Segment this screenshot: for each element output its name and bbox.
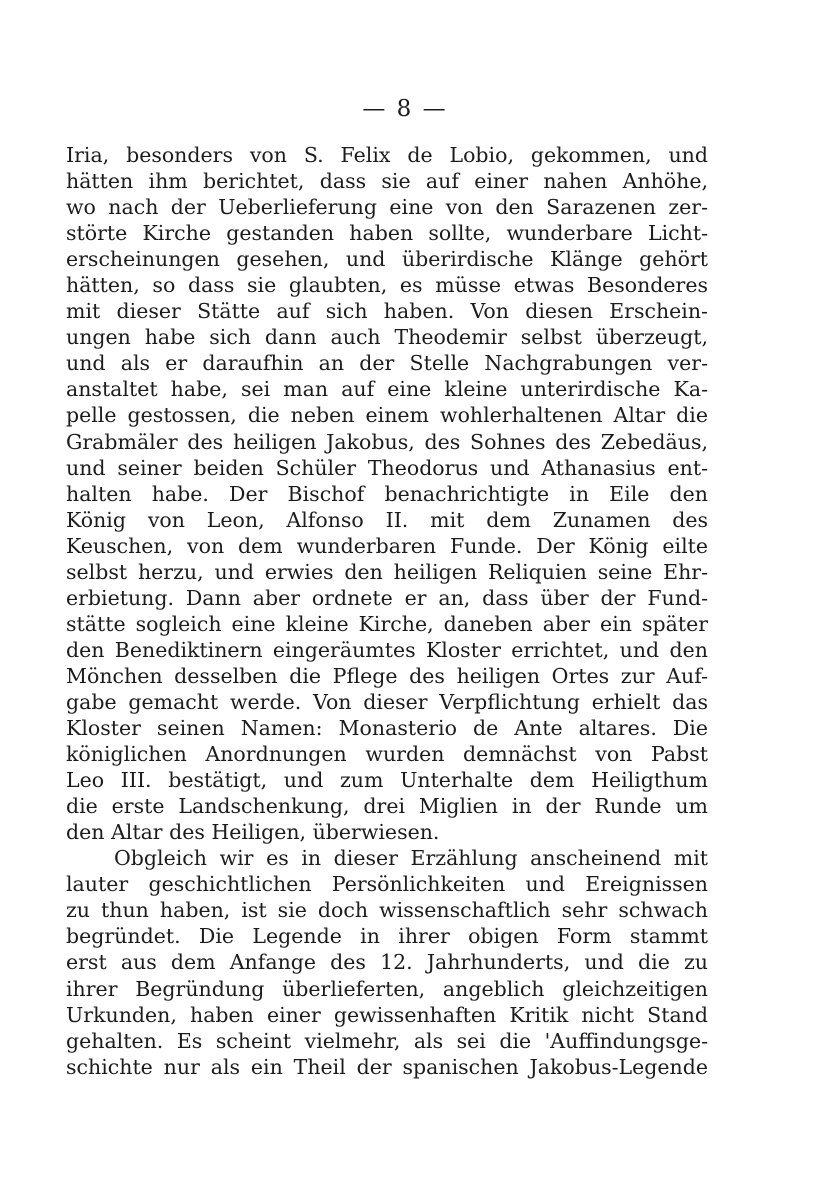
text-line: hätten, so dass sie glaubten, es müsse etwas Besonderes: [66, 273, 708, 298]
text-line: Leo III. bestätigt, und zum Unterhalte dem Heiligthum: [66, 768, 708, 793]
text-line: die erste Landschenkung, drei Miglien in der Runde um: [66, 794, 708, 819]
page-number: — 8 —: [362, 96, 448, 122]
text-line: hätten ihm berichtet, dass sie auf einer nahen Anhöhe,: [66, 169, 708, 194]
paragraph-end-line: den Altar des Heiligen, überwiesen.: [66, 820, 440, 845]
text-line: selbst herzu, und erwies den heiligen Reliquien seine Ehr-: [66, 559, 708, 584]
text-line: anstaltet habe, sei man auf eine kleine unterirdische Ka-: [66, 377, 708, 402]
text-line: zu thun haben, ist sie doch wissenschaftlich sehr schwach: [66, 898, 708, 923]
text-line: ihrer Begründung überlieferten, angeblich gleichzeitigen: [66, 976, 708, 1001]
text-line: König von Leon, Alfonso II. mit dem Zunamen des: [66, 507, 708, 532]
text-line: gabe gemacht werde. Von dieser Verpflichtung erhielt das: [66, 689, 708, 714]
text-line: erst aus dem Anfange des 12. Jahrhunderts, und die zu: [66, 950, 708, 975]
text-line: Kloster seinen Namen: Monasterio de Ante altares. Die: [66, 716, 708, 741]
text-line: königlichen Anordnungen wurden demnächst von Pabst: [66, 742, 708, 767]
text-line: Keuschen, von dem wunderbaren Funde. Der König eilte: [66, 533, 708, 558]
text-line: Urkunden, haben einer gewissenhaften Kritik nicht Stand: [66, 1002, 708, 1027]
paragraph-start-line: Obgleich wir es in dieser Erzählung anscheinend mit: [114, 846, 708, 871]
text-line: gehalten. Es scheint vielmehr, als sei die 'Auffindungsge-: [66, 1028, 708, 1053]
body-text: [66, 142, 708, 1080]
text-line: und als er daraufhin an der Stelle Nachgrabungen ver-: [66, 351, 708, 376]
text-line: erscheinungen gesehen, und überirdische Klänge gehört: [66, 247, 708, 272]
text-line: pelle gestossen, die neben einem wohlerhaltenen Altar die: [66, 403, 708, 428]
text-line: Grabmäler des heiligen Jakobus, des Sohnes des Zebedäus,: [66, 429, 708, 454]
text-line: Mönchen desselben die Pflege des heiligen Ortes zur Auf-: [66, 663, 708, 688]
text-line: ungen habe sich dann auch Theodemir selbst überzeugt,: [66, 325, 708, 350]
text-line: schichte nur als ein Theil der spanischen Jakobus-Legende: [66, 1054, 708, 1079]
text-line: lauter geschichtlichen Persönlichkeiten und Ereignissen: [66, 872, 708, 897]
text-line: und seiner beiden Schüler Theodorus und Athanasius ent-: [66, 455, 708, 480]
text-line: Iria, besonders von S. Felix de Lobio, gekommen, und: [66, 143, 708, 167]
text-line: begründet. Die Legende in ihrer obigen Form stammt: [66, 924, 708, 949]
text-line: den Benediktinern eingeräumtes Kloster errichtet, und den: [66, 637, 708, 662]
text-line: erbietung. Dann aber ordnete er an, dass über der Fund-: [66, 585, 708, 610]
text-line: mit dieser Stätte auf sich haben. Von diesen Erschein-: [66, 299, 708, 324]
text-line: störte Kirche gestanden haben sollte, wunderbare Licht-: [66, 221, 708, 246]
text-line: wo nach der Ueberlieferung eine von den Sarazenen zer-: [66, 195, 708, 220]
text-line: stätte sogleich eine kleine Kirche, daneben aber ein später: [66, 611, 708, 636]
text-line: halten habe. Der Bischof benachrichtigte in Eile den: [66, 481, 708, 506]
